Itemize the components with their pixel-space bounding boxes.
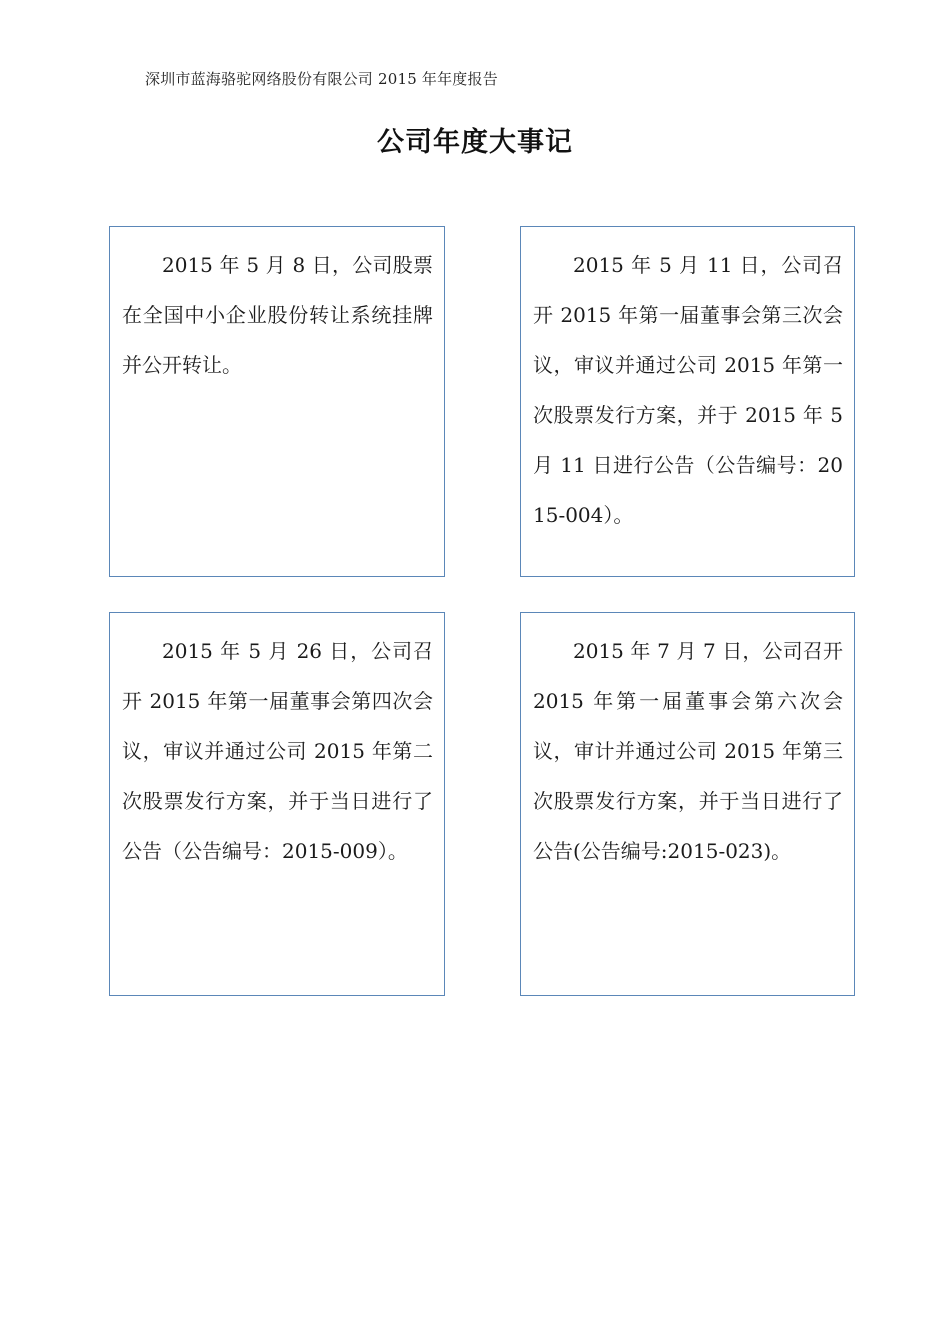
event-card-may-26 <box>109 612 445 996</box>
event-text: 2015 年 5 月 8 日，公司股票在全国中小企业股份转让系统挂牌并公开转让。 <box>122 253 433 377</box>
event-text: 2015 年 7 月 7 日，公司召开 2015 年第一届董事会第六次会议，审计并通过公司 2015 年第三次股票发行方案，并于当日进行了公告(公告编号:2015-023)。 <box>533 639 843 863</box>
running-header: 深圳市蓝海骆驼网络股份有限公司 2015 年年度报告 <box>145 70 498 88</box>
page-title: 公司年度大事记 <box>377 127 573 158</box>
event-text: 2015 年 5 月 26 日，公司召开 2015 年第一届董事会第四次会议，审议并通过公司 2015 年第二次股票发行方案，并于当日进行了公告（公告编号：2015-009）。 <box>122 639 433 863</box>
event-card-may-11 <box>520 226 855 577</box>
event-card-jul-7 <box>520 612 855 996</box>
event-card-may-8 <box>109 226 445 577</box>
event-text: 2015 年 5 月 11 日，公司召开 2015 年第一届董事会第三次会议，审议并通过公司 2015 年第一次股票发行方案，并于 2015 年 5 月 11 日进行公告（公告编号：2015-004）。 <box>533 253 843 527</box>
